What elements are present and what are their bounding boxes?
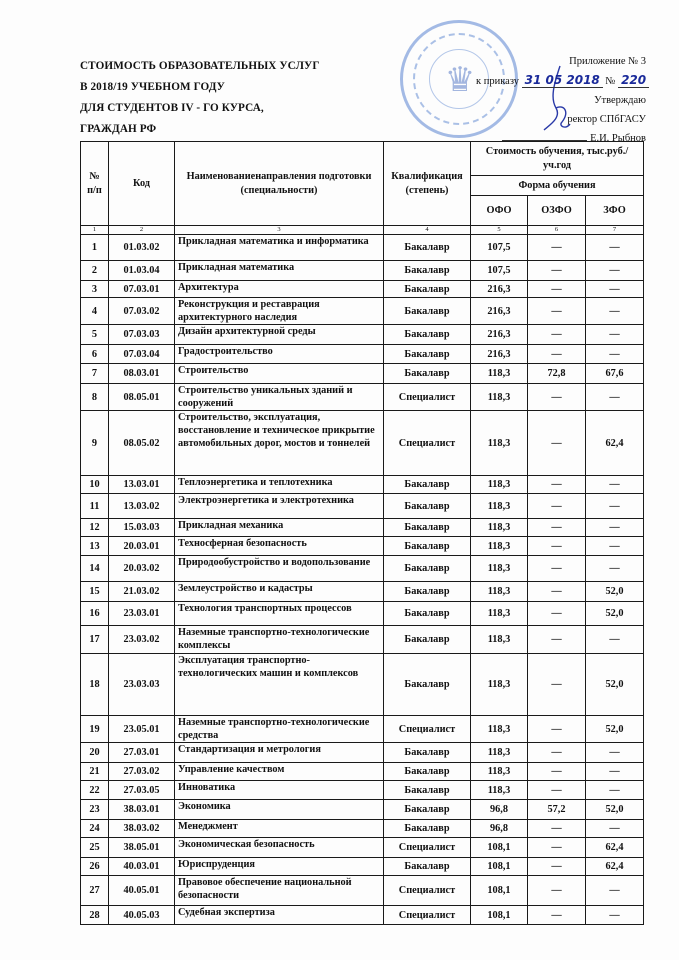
column-number: 5 — [471, 226, 528, 235]
program-code: 38.03.02 — [109, 820, 175, 838]
cost-ofo: 118,3 — [471, 763, 528, 781]
column-number: 6 — [528, 226, 586, 235]
rector-position: ректор СПбГАСУ — [567, 114, 646, 125]
table-row — [81, 261, 644, 281]
cost-zfo: 67,6 — [586, 364, 644, 384]
cost-ozfo: — — [528, 494, 586, 519]
qualification: Бакалавр — [384, 626, 471, 654]
qualification: Бакалавр — [384, 261, 471, 281]
table-row — [81, 838, 644, 858]
program-code: 21.03.02 — [109, 582, 175, 602]
cost-ofo: 108,1 — [471, 858, 528, 876]
cost-ozfo: — — [528, 261, 586, 281]
program-code: 07.03.01 — [109, 281, 175, 298]
number-sign: № — [605, 76, 616, 87]
table-row — [81, 476, 644, 494]
table-row — [81, 800, 644, 820]
cost-ozfo: — — [528, 582, 586, 602]
cost-ozfo: — — [528, 298, 586, 325]
qualification: Бакалавр — [384, 494, 471, 519]
qualification: Бакалавр — [384, 298, 471, 325]
table-row — [81, 602, 644, 626]
cost-ofo: 118,3 — [471, 519, 528, 537]
table-row — [81, 763, 644, 781]
program-code: 07.03.04 — [109, 345, 175, 364]
program-code: 40.05.03 — [109, 906, 175, 925]
qualification: Специалист — [384, 411, 471, 476]
qualification: Бакалавр — [384, 763, 471, 781]
header-num: № п/п — [81, 142, 109, 226]
cost-ofo: 118,3 — [471, 743, 528, 763]
program-name: Строительство — [175, 364, 384, 384]
cost-ofo: 118,3 — [471, 781, 528, 800]
row-number: 4 — [81, 298, 109, 325]
table-row — [81, 298, 644, 325]
cost-ozfo: — — [528, 384, 586, 411]
row-number: 12 — [81, 519, 109, 537]
order-number: 220 — [618, 73, 649, 88]
qualification: Бакалавр — [384, 602, 471, 626]
program-code: 01.03.02 — [109, 235, 175, 261]
row-number: 17 — [81, 626, 109, 654]
cost-ofo: 216,3 — [471, 345, 528, 364]
row-number: 19 — [81, 716, 109, 743]
table-row — [81, 716, 644, 743]
column-number: 1 — [81, 226, 109, 235]
cost-ofo: 108,1 — [471, 906, 528, 925]
qualification: Бакалавр — [384, 537, 471, 556]
cost-ofo: 118,3 — [471, 364, 528, 384]
cost-zfo: — — [586, 519, 644, 537]
cost-zfo: 62,4 — [586, 411, 644, 476]
table-row — [81, 519, 644, 537]
program-name: Наземные транспортно-технологические комплексы — [175, 626, 384, 654]
program-code: 40.03.01 — [109, 858, 175, 876]
cost-ozfo: — — [528, 876, 586, 906]
row-number: 22 — [81, 781, 109, 800]
cost-ofo: 118,3 — [471, 537, 528, 556]
program-name: Электроэнергетика и электротехника — [175, 494, 384, 519]
cost-ozfo: — — [528, 411, 586, 476]
program-name: Землеустройство и кадастры — [175, 582, 384, 602]
program-name: Реконструкция и реставрация архитектурного наследия — [175, 298, 384, 325]
cost-ofo: 216,3 — [471, 298, 528, 325]
qualification: Бакалавр — [384, 345, 471, 364]
row-number: 5 — [81, 325, 109, 345]
program-code: 01.03.04 — [109, 261, 175, 281]
program-code: 27.03.02 — [109, 763, 175, 781]
row-number: 1 — [81, 235, 109, 261]
qualification: Бакалавр — [384, 325, 471, 345]
cost-ozfo: — — [528, 654, 586, 716]
program-name: Наземные транспортно-технологические средства — [175, 716, 384, 743]
cost-ofo: 216,3 — [471, 281, 528, 298]
cost-ozfo: — — [528, 235, 586, 261]
cost-zfo: — — [586, 384, 644, 411]
cost-ozfo: — — [528, 781, 586, 800]
table-row — [81, 384, 644, 411]
cost-zfo: 62,4 — [586, 838, 644, 858]
row-number: 16 — [81, 602, 109, 626]
header-form: Форма обучения — [471, 176, 644, 196]
document-title — [80, 56, 320, 140]
row-number: 9 — [81, 411, 109, 476]
qualification: Бакалавр — [384, 820, 471, 838]
program-code: 13.03.01 — [109, 476, 175, 494]
cost-ozfo: — — [528, 537, 586, 556]
row-number: 11 — [81, 494, 109, 519]
program-code: 07.03.03 — [109, 325, 175, 345]
program-code: 27.03.05 — [109, 781, 175, 800]
row-number: 2 — [81, 261, 109, 281]
table-row — [81, 906, 644, 925]
cost-ozfo: — — [528, 519, 586, 537]
cost-ozfo: — — [528, 906, 586, 925]
cost-ozfo: — — [528, 716, 586, 743]
qualification: Бакалавр — [384, 781, 471, 800]
cost-ofo: 118,3 — [471, 556, 528, 582]
program-name: Инноватика — [175, 781, 384, 800]
cost-zfo: 52,0 — [586, 602, 644, 626]
program-name: Эксплуатация транспортно-технологических машин и комплексов — [175, 654, 384, 716]
cost-zfo: — — [586, 781, 644, 800]
order-date: 31 05 2018 — [522, 73, 603, 88]
cost-ozfo: — — [528, 476, 586, 494]
row-number: 8 — [81, 384, 109, 411]
cost-zfo: 52,0 — [586, 654, 644, 716]
cost-ofo: 96,8 — [471, 800, 528, 820]
program-name: Дизайн архитектурной среды — [175, 325, 384, 345]
program-name: Прикладная математика — [175, 261, 384, 281]
qualification: Бакалавр — [384, 281, 471, 298]
cost-ozfo: — — [528, 556, 586, 582]
row-number: 20 — [81, 743, 109, 763]
cost-ozfo: 72,8 — [528, 364, 586, 384]
program-name: Строительство уникальных зданий и сооружений — [175, 384, 384, 411]
order-reference — [476, 71, 646, 91]
program-code: 23.03.02 — [109, 626, 175, 654]
row-number: 26 — [81, 858, 109, 876]
program-code: 23.03.03 — [109, 654, 175, 716]
qualification: Бакалавр — [384, 858, 471, 876]
cost-zfo: — — [586, 345, 644, 364]
table-row — [81, 820, 644, 838]
cost-ozfo: 57,2 — [528, 800, 586, 820]
cost-ozfo: — — [528, 743, 586, 763]
table-row — [81, 494, 644, 519]
program-name: Природообустройство и водопользование — [175, 556, 384, 582]
cost-ofo: 108,1 — [471, 838, 528, 858]
cost-zfo: — — [586, 494, 644, 519]
tuition-cost-table — [80, 141, 644, 925]
header-cost: Стоимость обучения, тыс.руб./уч.год — [471, 142, 644, 176]
cost-ozfo: — — [528, 345, 586, 364]
cost-zfo: 62,4 — [586, 858, 644, 876]
program-name: Градостроительство — [175, 345, 384, 364]
cost-zfo: — — [586, 626, 644, 654]
header-ofo: ОФО — [471, 196, 528, 226]
program-name: Теплоэнергетика и теплотехника — [175, 476, 384, 494]
cost-ofo: 107,5 — [471, 235, 528, 261]
program-name: Прикладная математика и информатика — [175, 235, 384, 261]
qualification: Специалист — [384, 384, 471, 411]
qualification: Специалист — [384, 716, 471, 743]
cost-ofo: 118,3 — [471, 654, 528, 716]
cost-ofo: 108,1 — [471, 876, 528, 906]
program-code: 13.03.02 — [109, 494, 175, 519]
cost-zfo: — — [586, 906, 644, 925]
row-number: 14 — [81, 556, 109, 582]
qualification: Бакалавр — [384, 235, 471, 261]
title-line: СТОИМОСТЬ ОБРАЗОВАТЕЛЬНЫХ УСЛУГ — [80, 60, 320, 72]
order-prefix: к приказу — [476, 76, 519, 87]
program-name: Правовое обеспечение национальной безопасности — [175, 876, 384, 906]
qualification: Бакалавр — [384, 476, 471, 494]
cost-ofo: 118,3 — [471, 626, 528, 654]
cost-zfo: — — [586, 235, 644, 261]
title-line: ГРАЖДАН РФ — [80, 123, 157, 135]
program-code: 08.03.01 — [109, 364, 175, 384]
appendix-label: Приложение № 3 — [569, 56, 646, 67]
program-name: Экономическая безопасность — [175, 838, 384, 858]
column-number: 4 — [384, 226, 471, 235]
program-code: 08.05.01 — [109, 384, 175, 411]
program-name: Технология транспортных процессов — [175, 602, 384, 626]
title-line: ДЛЯ СТУДЕНТОВ IV - ГО КУРСА, — [80, 102, 264, 114]
row-number: 3 — [81, 281, 109, 298]
table-row — [81, 876, 644, 906]
header-zfo: ЗФО — [586, 196, 644, 226]
row-number: 13 — [81, 537, 109, 556]
cost-ofo: 118,3 — [471, 411, 528, 476]
cost-zfo: — — [586, 261, 644, 281]
cost-zfo: — — [586, 476, 644, 494]
program-name: Менеджмент — [175, 820, 384, 838]
program-code: 15.03.03 — [109, 519, 175, 537]
table-row — [81, 235, 644, 261]
program-name: Прикладная механика — [175, 519, 384, 537]
table-row — [81, 325, 644, 345]
row-number: 24 — [81, 820, 109, 838]
cost-ofo: 118,3 — [471, 384, 528, 411]
table-row — [81, 858, 644, 876]
program-code: 40.05.01 — [109, 876, 175, 906]
program-name: Юриспруденция — [175, 858, 384, 876]
program-name: Строительство, эксплуатация, восстановление и техническое прикрытие автомобильных дорог, мостов и тоннелей — [175, 411, 384, 476]
qualification: Бакалавр — [384, 364, 471, 384]
program-name: Техносферная безопасность — [175, 537, 384, 556]
cost-zfo: — — [586, 556, 644, 582]
signature-line — [502, 130, 587, 141]
cost-zfo: — — [586, 763, 644, 781]
header-name: Наименованиенаправления подготовки (специальности) — [175, 142, 384, 226]
cost-zfo: — — [586, 876, 644, 906]
cost-ozfo: — — [528, 820, 586, 838]
cost-ofo: 216,3 — [471, 325, 528, 345]
row-number: 25 — [81, 838, 109, 858]
program-code: 23.05.01 — [109, 716, 175, 743]
row-number: 18 — [81, 654, 109, 716]
program-code: 38.05.01 — [109, 838, 175, 858]
program-code: 08.05.02 — [109, 411, 175, 476]
cost-ozfo: — — [528, 325, 586, 345]
qualification: Специалист — [384, 876, 471, 906]
program-name: Управление качеством — [175, 763, 384, 781]
program-name: Архитектура — [175, 281, 384, 298]
program-name: Стандартизация и метрология — [175, 743, 384, 763]
row-number: 10 — [81, 476, 109, 494]
cost-ofo: 118,3 — [471, 602, 528, 626]
cost-ofo: 118,3 — [471, 494, 528, 519]
qualification: Бакалавр — [384, 556, 471, 582]
cost-ozfo: — — [528, 626, 586, 654]
table-row — [81, 781, 644, 800]
cost-ofo: 107,5 — [471, 261, 528, 281]
approval-block — [476, 52, 646, 148]
cost-ozfo: — — [528, 858, 586, 876]
row-number: 23 — [81, 800, 109, 820]
cost-ofo: 118,3 — [471, 476, 528, 494]
qualification: Бакалавр — [384, 582, 471, 602]
table-row — [81, 654, 644, 716]
header-code: Код — [109, 142, 175, 226]
column-numbers-row — [81, 226, 644, 235]
program-name: Экономика — [175, 800, 384, 820]
cost-ozfo: — — [528, 838, 586, 858]
table-row — [81, 281, 644, 298]
cost-zfo: — — [586, 820, 644, 838]
rector-name: Е.И. Рыбнов — [590, 133, 646, 144]
table-row — [81, 364, 644, 384]
cost-zfo: — — [586, 537, 644, 556]
table-row — [81, 345, 644, 364]
row-number: 15 — [81, 582, 109, 602]
cost-ozfo: — — [528, 602, 586, 626]
table-row — [81, 626, 644, 654]
cost-zfo: — — [586, 298, 644, 325]
table-row — [81, 411, 644, 476]
program-code: 27.03.01 — [109, 743, 175, 763]
cost-ofo: 118,3 — [471, 716, 528, 743]
row-number: 27 — [81, 876, 109, 906]
column-number: 3 — [175, 226, 384, 235]
header-qualification: Квалификация (степень) — [384, 142, 471, 226]
cost-zfo: 52,0 — [586, 800, 644, 820]
program-code: 20.03.01 — [109, 537, 175, 556]
row-number: 28 — [81, 906, 109, 925]
qualification: Бакалавр — [384, 519, 471, 537]
program-code: 38.03.01 — [109, 800, 175, 820]
title-line: В 2018/19 УЧЕБНОМ ГОДУ — [80, 81, 225, 93]
table-row — [81, 743, 644, 763]
header-ozfo: ОЗФО — [528, 196, 586, 226]
cost-zfo: — — [586, 325, 644, 345]
cost-ozfo: — — [528, 763, 586, 781]
table-row — [81, 537, 644, 556]
program-name: Судебная экспертиза — [175, 906, 384, 925]
table-row — [81, 582, 644, 602]
coat-of-arms-icon: ♛ — [444, 62, 476, 99]
qualification: Бакалавр — [384, 743, 471, 763]
column-number: 7 — [586, 226, 644, 235]
row-number: 6 — [81, 345, 109, 364]
program-code: 23.03.01 — [109, 602, 175, 626]
column-number: 2 — [109, 226, 175, 235]
row-number: 21 — [81, 763, 109, 781]
qualification: Бакалавр — [384, 800, 471, 820]
program-code: 20.03.02 — [109, 556, 175, 582]
cost-ozfo: — — [528, 281, 586, 298]
qualification: Бакалавр — [384, 654, 471, 716]
table-row — [81, 556, 644, 582]
approve-label: Утверждаю — [594, 95, 646, 106]
cost-ofo: 118,3 — [471, 582, 528, 602]
cost-zfo: 52,0 — [586, 716, 644, 743]
qualification: Специалист — [384, 906, 471, 925]
program-code: 07.03.02 — [109, 298, 175, 325]
cost-zfo: 52,0 — [586, 582, 644, 602]
row-number: 7 — [81, 364, 109, 384]
cost-zfo: — — [586, 281, 644, 298]
cost-ofo: 96,8 — [471, 820, 528, 838]
cost-zfo: — — [586, 743, 644, 763]
qualification: Специалист — [384, 838, 471, 858]
